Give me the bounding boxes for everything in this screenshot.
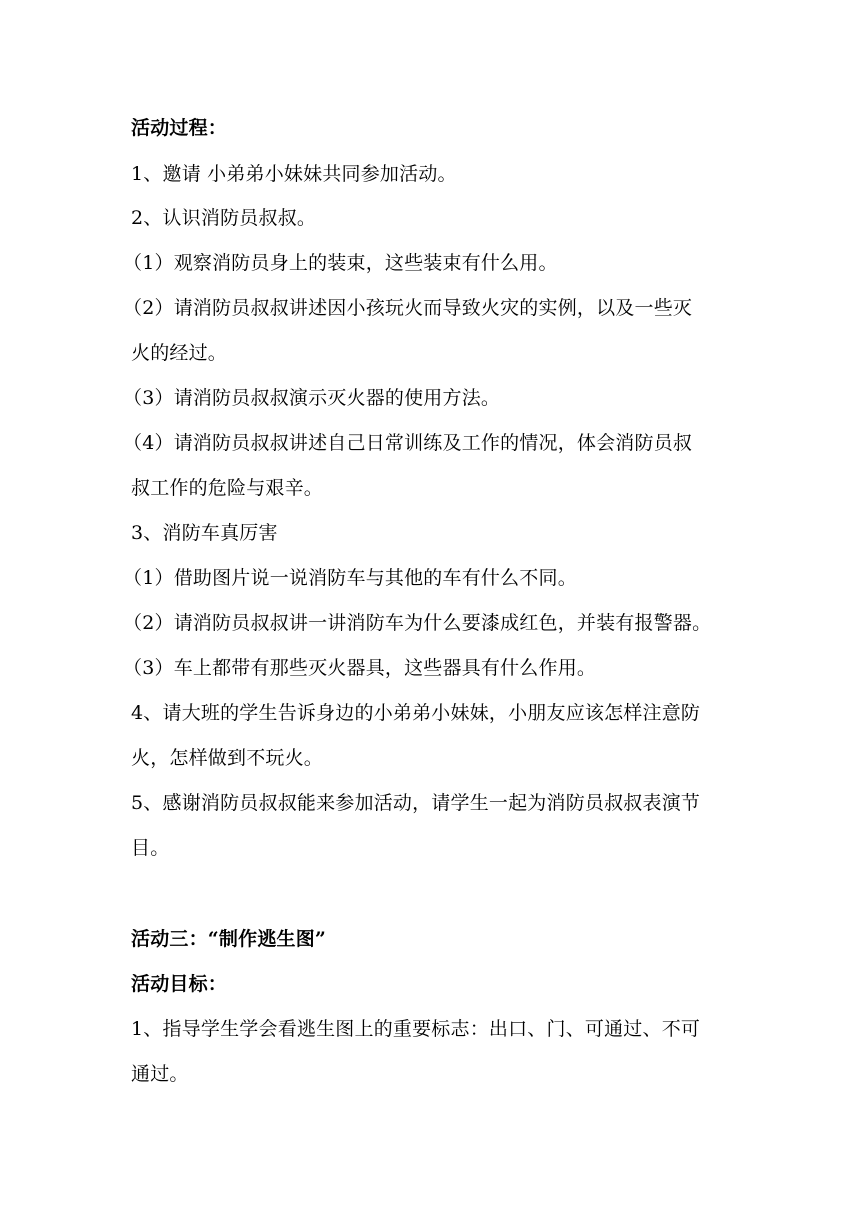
paragraph-step-3: 3、消防车真厉害 <box>131 522 278 544</box>
heading-activity-three: 活动三：“制作逃生图” <box>131 928 327 950</box>
paragraph-goal-1-line-1: 1、指导学生学会看逃生图上的重要标志：出口、门、可通过、不可 <box>131 1018 701 1040</box>
paragraph-step-2-1: （1）观察消防员身上的装束，这些装束有什么用。 <box>123 252 558 274</box>
paragraph-step-5-line-2: 目。 <box>131 837 170 859</box>
paragraph-step-4-line-2: 火，怎样做到不玩火。 <box>131 747 324 769</box>
heading-activity-process: 活动过程： <box>131 117 228 139</box>
paragraph-step-2: 2、认识消防员叔叔。 <box>131 207 317 229</box>
paragraph-step-3-3: （3）车上都带有那些灭火器具，这些器具有什么作用。 <box>123 657 597 679</box>
paragraph-step-2-2-line-1: （2）请消防员叔叔讲述因小孩玩火而导致火灾的实例，以及一些灭 <box>123 297 693 319</box>
paragraph-step-3-1: （1）借助图片说一说消防车与其他的车有什么不同。 <box>123 567 577 589</box>
paragraph-step-2-3: （3）请消防员叔叔演示灭火器的使用方法。 <box>123 387 501 409</box>
paragraph-step-2-4-line-1: （4）请消防员叔叔讲述自己日常训练及工作的情况，体会消防员叔 <box>123 432 693 454</box>
paragraph-step-2-4-line-2: 叔工作的危险与艰辛。 <box>131 477 324 499</box>
paragraph-step-5-line-1: 5、感谢消防员叔叔能来参加活动，请学生一起为消防员叔叔表演节 <box>131 792 701 814</box>
heading-activity-goal: 活动目标： <box>131 973 228 995</box>
paragraph-step-4-line-1: 4、请大班的学生告诉身边的小弟弟小妹妹，小朋友应该怎样注意防 <box>131 702 701 724</box>
paragraph-step-2-2-line-2: 火的经过。 <box>131 342 228 364</box>
paragraph-goal-1-line-2: 通过。 <box>131 1063 189 1085</box>
paragraph-step-3-2: （2）请消防员叔叔讲一讲消防车为什么要漆成红色，并装有报警器。 <box>123 612 712 634</box>
paragraph-step-1: 1、邀请 小弟弟小妹妹共同参加活动。 <box>131 163 457 185</box>
